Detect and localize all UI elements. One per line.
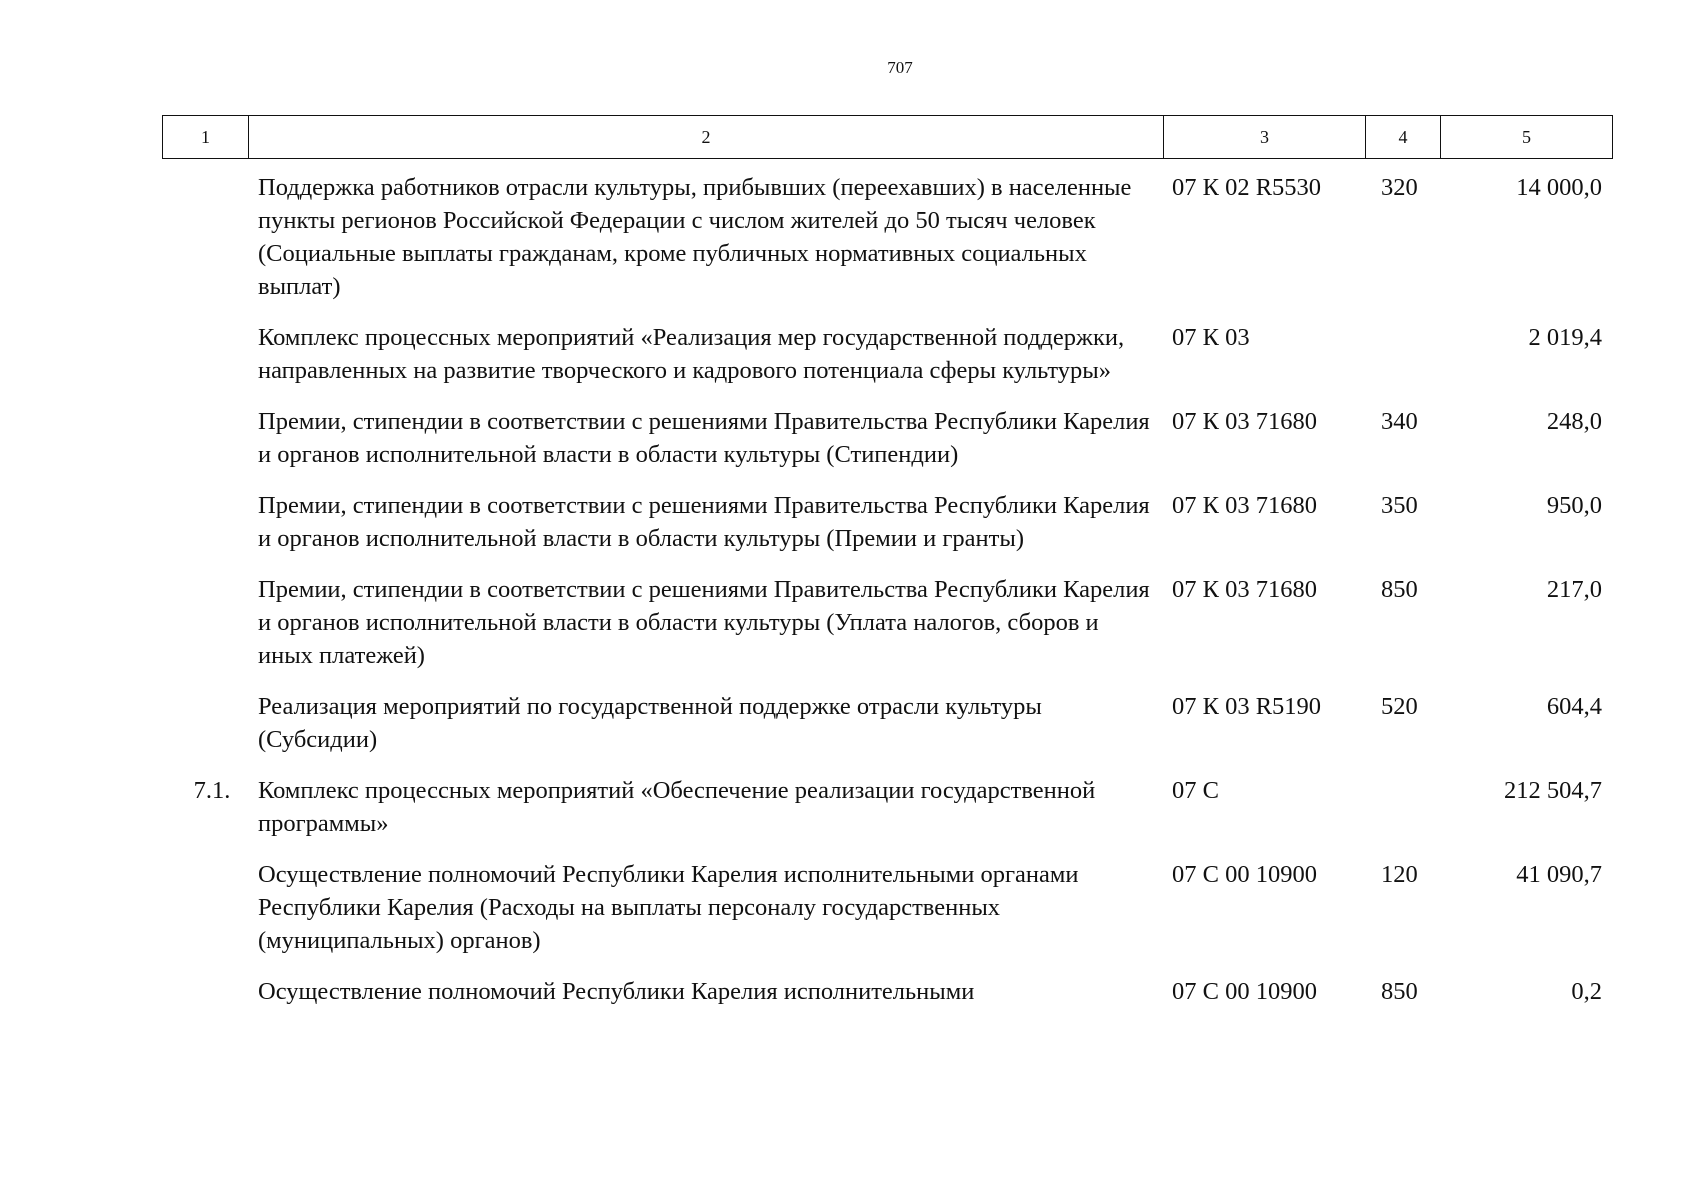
row-expense-type: 320 [1381,174,1418,201]
table-row [162,162,1612,312]
row-description: Премии, стипендии в соответствии с решениями Правительства Республики Карелия и органов исполнительной власти в области культуры (Стипендии) [258,408,1150,468]
row-amount: 248,0 [1546,408,1602,435]
row-amount: 0,2 [1571,978,1602,1005]
table-row [162,312,1612,396]
row-description: Осуществление полномочий Республики Карелия исполнительными [258,978,975,1005]
row-expense-type: 350 [1381,492,1418,519]
row-description: Осуществление полномочий Республики Карелия исполнительными органами Республики Карелия (Расходы на выплаты персоналу государственных (муниципальных) органов) [258,861,1079,954]
table-row [162,396,1612,480]
column-header-3: 3 [1164,116,1366,159]
row-description: Премии, стипендии в соответствии с решениями Правительства Республики Карелия и органов исполнительной власти в области культуры (Уплата налогов, сборов и иных платежей) [258,576,1150,669]
table-row [162,681,1612,765]
row-amount: 41 090,7 [1516,861,1602,888]
row-expense-type: 850 [1381,978,1418,1005]
row-expense-type: 340 [1381,408,1418,435]
row-description: Реализация мероприятий по государственной поддержке отрасли культуры (Субсидии) [258,693,1042,753]
row-amount: 14 000,0 [1516,174,1602,201]
page-number: 707 [887,58,913,77]
table-row [162,765,1612,849]
row-description: Премии, стипендии в соответствии с решениями Правительства Республики Карелия и органов исполнительной власти в области культуры (Премии и гранты) [258,492,1150,552]
column-header-4: 4 [1366,116,1441,159]
row-expense-type: 850 [1381,576,1418,603]
column-header-1: 1 [163,116,249,159]
row-description: Комплекс процессных мероприятий «Реализация мер государственной поддержки, направленных на развитие творческого и кадрового потенциала сферы культуры» [258,324,1125,384]
row-target-code: 07 К 02 R5530 [1172,174,1322,201]
row-target-code: 07 К 03 71680 [1172,408,1317,435]
row-expense-type: 520 [1381,693,1418,720]
row-description: Комплекс процессных мероприятий «Обеспечение реализации государственной программы» [258,777,1096,837]
row-number: 7.1. [193,777,231,804]
budget-table-body [162,162,1612,1017]
table-row [162,564,1612,681]
row-amount: 217,0 [1546,576,1602,603]
row-amount: 212 504,7 [1504,777,1602,804]
row-amount: 950,0 [1546,492,1602,519]
row-expense-type: 120 [1381,861,1418,888]
table-row [162,849,1612,966]
column-header-row [163,116,1613,159]
column-header-5: 5 [1441,116,1613,159]
table-row [162,966,1612,1017]
column-header-table [162,115,1613,159]
row-target-code: 07 К 03 [1172,324,1250,351]
row-target-code: 07 К 03 71680 [1172,492,1317,519]
row-amount: 604,4 [1546,693,1602,720]
row-target-code: 07 С 00 10900 [1172,978,1317,1005]
row-amount: 2 019,4 [1528,324,1602,351]
table-row [162,480,1612,564]
row-target-code: 07 К 03 R5190 [1172,693,1322,720]
column-header-2: 2 [249,116,1164,159]
row-target-code: 07 С 00 10900 [1172,861,1317,888]
row-description: Поддержка работников отрасли культуры, прибывших (переехавших) в населенные пункты регионов Российской Федерации с числом жителей до 50 тысяч человек (Социальные выплаты гражданам, кроме публичных нормативных социальных выплат) [258,174,1132,300]
row-target-code: 07 К 03 71680 [1172,576,1317,603]
row-target-code: 07 С [1172,777,1219,804]
